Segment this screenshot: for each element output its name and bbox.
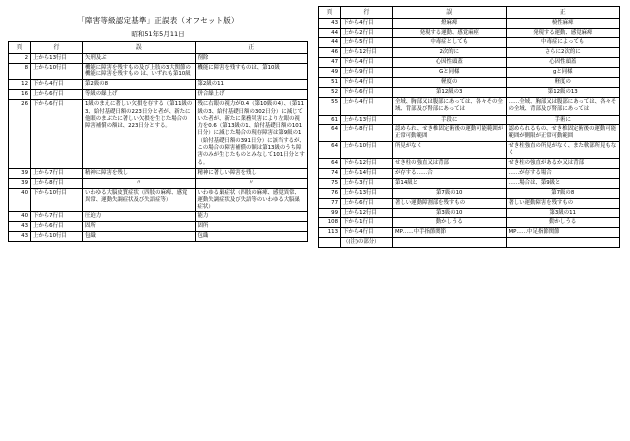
table-row [9, 232, 308, 242]
table-row [319, 208, 620, 218]
table-row [9, 90, 308, 100]
cell-page: 44 [319, 28, 341, 38]
column-header-wrong: 誤 [83, 42, 196, 54]
cell-right: 軽度の [506, 78, 620, 88]
right-column [318, 6, 620, 248]
cell-line: 上から12行目 [341, 48, 393, 58]
cell-right: 削除 [195, 53, 308, 63]
table-row [319, 78, 620, 88]
cell-right: 固所 [195, 222, 308, 232]
cell-wrong: 第12級の3 [393, 88, 507, 98]
cell-right: 機能に障害を残すものは、第10級 [195, 63, 308, 80]
cell-line: 上から2行目 [341, 28, 393, 38]
cell-wrong: 第2級の8 [83, 80, 196, 90]
cell-right: ……場合は、第9級と [506, 178, 620, 188]
cell-page: 77 [319, 198, 341, 208]
table-row [319, 18, 620, 28]
cell-page: 99 [319, 208, 341, 218]
cell-right: 包織 [195, 232, 308, 242]
cell-right: MP……中足指節関節 [506, 228, 620, 238]
cell-page: 8 [9, 63, 31, 80]
cell-wrong: 動かしうる [393, 218, 507, 228]
table-row [9, 222, 308, 232]
cell-wrong: 等級の繰上げ [83, 90, 196, 100]
two-column-layout [8, 6, 622, 248]
cell-page: 12 [9, 80, 31, 90]
left-column [8, 6, 308, 242]
cell-right: 発現する運動、感覚麻痺 [506, 28, 620, 38]
cell-wrong: 〃 [83, 178, 196, 188]
cell-wrong: 全域、胸部又は腹部にあっては、各々その全域、背部及び腎部にあっては [393, 97, 507, 115]
document-date: 昭和51年5月11日 [131, 30, 185, 38]
cell-line: （(注)の部分） [341, 238, 393, 248]
cell-line: 下から7行目 [31, 212, 83, 222]
table-row [9, 168, 308, 178]
table-row [319, 159, 620, 169]
cell-line: 上から13行目 [341, 115, 393, 125]
cell-page: 55 [319, 97, 341, 115]
cell-wrong: せき柱の強直又は背部 [393, 159, 507, 169]
cell-right: せき柱強直の所見がなく、また軟部所見もなく [506, 142, 620, 159]
table-row [319, 188, 620, 198]
table-row [9, 53, 308, 63]
cell-right: 第3級の11 [506, 208, 620, 218]
table-row [9, 188, 308, 212]
cell-right: 橈性麻痺 [506, 18, 620, 28]
errata-table-right [318, 6, 620, 248]
cell-right: せき柱の強直があるか又は背部 [506, 159, 620, 169]
cell-wrong: 所見がなく [393, 142, 507, 159]
cell-line: 上から6行目 [31, 90, 83, 100]
cell-wrong: が存する……合 [393, 168, 507, 178]
column-header-page: 頁 [319, 7, 341, 19]
cell-wrong: 著しい運動障割部を残すもの [393, 198, 507, 208]
table-header-row [319, 7, 620, 19]
cell-right [506, 238, 620, 248]
cell-line: 上から8行目 [341, 125, 393, 142]
cell-right: 心因性頭蓋 [506, 58, 620, 68]
cell-wrong [393, 238, 507, 248]
cell-wrong: 発現する運動、感覚麻痙 [393, 28, 507, 38]
cell-right: さらに2次的に [506, 48, 620, 58]
cell-line: 下から12行目 [341, 159, 393, 169]
cell-right: ……が存する場合 [506, 168, 620, 178]
cell-right: 精神に著しい障害を残し [195, 168, 308, 178]
cell-line: 上から4行目 [341, 97, 393, 115]
cell-right: 能力 [195, 212, 308, 222]
errata-table-left [8, 41, 308, 242]
errata-table-right-body [319, 18, 620, 248]
cell-line: 上から14行目 [341, 168, 393, 178]
cell-line: 上から10行目 [31, 63, 83, 80]
table-row [319, 115, 620, 125]
table-row [319, 97, 620, 115]
cell-right: 第2級の11 [195, 80, 308, 90]
table-row [9, 212, 308, 222]
cell-line: 上から10行目 [31, 232, 83, 242]
cell-right: 第7級の8 [506, 188, 620, 198]
cell-page: 64 [319, 142, 341, 159]
cell-page: 43 [9, 222, 31, 232]
cell-line: 下から4行目 [341, 18, 393, 28]
table-row [319, 58, 620, 68]
cell-right: 動かしうる [506, 218, 620, 228]
column-header-line: 行 [31, 42, 83, 54]
table-row [9, 178, 308, 188]
cell-page: 26 [9, 100, 31, 169]
cell-right: 認められるもの、せき椎固定術後の運動可能範囲が側限が正常可動範囲 [506, 125, 620, 142]
document-header [8, 8, 308, 27]
cell-right: 第12級の13 [506, 88, 620, 98]
cell-page: 47 [319, 58, 341, 68]
cell-line: 下から4行目 [341, 58, 393, 68]
cell-wrong: 固所 [83, 222, 196, 232]
table-row [319, 178, 620, 188]
table-row [319, 218, 620, 228]
cell-right: ……全域、胸部又は腹部にあっては、各々その全域、背部及び腎部にあっては [506, 97, 620, 115]
cell-line: 上から13行目 [31, 53, 83, 63]
cell-page: 46 [319, 48, 341, 58]
table-row [319, 48, 620, 58]
cell-line: 下から6行目 [31, 100, 83, 169]
table-row [319, 38, 620, 48]
cell-page: 43 [9, 232, 31, 242]
column-header-right: 正 [195, 42, 308, 54]
column-header-wrong: 誤 [393, 7, 507, 19]
cell-wrong: 手段に [393, 115, 507, 125]
cell-page: 40 [9, 212, 31, 222]
table-row [319, 28, 620, 38]
cell-wrong: Gと同様 [393, 68, 507, 78]
errata-table-left-body [9, 53, 308, 241]
cell-right: 著しい運動障害を残すもの [506, 198, 620, 208]
cell-page: 75 [319, 178, 341, 188]
table-header-row [9, 42, 308, 54]
cell-page: 39 [9, 178, 31, 188]
cell-page: 40 [9, 188, 31, 212]
cell-wrong: 中毒症としても [393, 38, 507, 48]
cell-wrong: 圧迫力 [83, 212, 196, 222]
table-row [9, 63, 308, 80]
cell-wrong: 包織 [83, 232, 196, 242]
table-row [319, 68, 620, 78]
cell-page: 113 [319, 228, 341, 238]
cell-wrong: 機能に障害を残すもの及び上肢の3大関節の機能に障害を残すもの は、いずれも第10級 [83, 63, 196, 80]
cell-line: 下から6行目 [341, 88, 393, 98]
cell-wrong: 2次的に [393, 48, 507, 58]
cell-line: 上から13行目 [341, 188, 393, 198]
document-title: 「障害等級認定基準」正誤表（オフセット版） [77, 16, 239, 25]
cell-wrong: 第3級の10 [393, 208, 507, 218]
cell-line: 上から9行目 [341, 68, 393, 78]
cell-line: 上から7行目 [31, 168, 83, 178]
table-row [319, 125, 620, 142]
cell-page: 64 [319, 125, 341, 142]
cell-line: 上から6行目 [31, 222, 83, 232]
table-row [319, 198, 620, 208]
cell-line: 上から3行目 [341, 178, 393, 188]
cell-line: 下から10行目 [31, 188, 83, 212]
cell-page: 61 [319, 115, 341, 125]
cell-page: 49 [319, 68, 341, 78]
cell-page: 108 [319, 218, 341, 228]
cell-page: 16 [9, 90, 31, 100]
table-row [319, 142, 620, 159]
cell-line: 上から6行目 [341, 198, 393, 208]
cell-right: いわゆる巣症状（四肢の麻痺、感覚異常、運動失調症状及び失語等のいわゆる大脳巣症状） [195, 188, 308, 212]
cell-page: 39 [9, 168, 31, 178]
cell-wrong: 矢刑及ぶ [83, 53, 196, 63]
cell-line: 上から10行目 [341, 142, 393, 159]
cell-wrong: 燈麻痺 [393, 18, 507, 28]
cell-line: 下から4行目 [341, 228, 393, 238]
cell-line: 上から12行目 [341, 208, 393, 218]
cell-page: 44 [319, 38, 341, 48]
cell-wrong: 第7級の10 [393, 188, 507, 198]
cell-page: 51 [319, 78, 341, 88]
cell-right: gと同様 [506, 68, 620, 78]
cell-page: 64 [319, 159, 341, 169]
cell-line: 上から8行目 [31, 178, 83, 188]
column-header-page: 頁 [9, 42, 31, 54]
cell-right: 中毒症によっても [506, 38, 620, 48]
table-row [9, 80, 308, 90]
cell-wrong: 軽度の [393, 78, 507, 88]
cell-line: 下から4行目 [31, 80, 83, 90]
cell-page: 43 [319, 18, 341, 28]
cell-wrong: 心因性頭蓋 [393, 58, 507, 68]
cell-right: 手術に [506, 115, 620, 125]
cell-line: 下から1行目 [341, 218, 393, 228]
cell-line: 上から5行目 [341, 38, 393, 48]
cell-wrong: MP……中手指節関節 [393, 228, 507, 238]
cell-wrong: 第14級と [393, 178, 507, 188]
cell-right: 〃 [195, 178, 308, 188]
cell-wrong: 1級のまえに著しい欠損を存する（第11級の3、給付基礎日額の223日分と者が、新たに他眼のまぶたに著しい欠損を生じた場合の障害補償の額は、223日分とする。 [83, 100, 196, 169]
cell-page: 52 [319, 88, 341, 98]
cell-wrong: 精神に障害を残し [83, 168, 196, 178]
table-row [319, 168, 620, 178]
cell-line: 下から4行目 [341, 78, 393, 88]
cell-wrong: いわゆる大脳皮質症状（四肢の麻痺、感覚異常、運動失調症状及び失語症等） [83, 188, 196, 212]
cell-right: 残に右眼の視力が0.4（第10級の4）、（第11級の3、給付基礎日額の302日分）に減じていた者が、新たに業務災害により左眼の視力を0.6（第13級の1、給付基礎日額の101日分）に減じた場合の現存障害は第9級の1（給付基礎日額の391日分）に該当するが、この場合の障害補償の額は第13級のうち障害のみが生じたものとみなして101日分とする。 [195, 100, 308, 169]
cell-page: 76 [319, 188, 341, 198]
table-row [319, 238, 620, 248]
table-row [319, 88, 620, 98]
cell-page [319, 238, 341, 248]
column-header-right: 正 [506, 7, 620, 19]
table-row [9, 100, 308, 169]
cell-page: 2 [9, 53, 31, 63]
column-header-line: 行 [341, 7, 393, 19]
cell-page: 74 [319, 168, 341, 178]
cell-wrong: 認められ、せき椎固定術後の運動可能範囲が正常可動範囲 [393, 125, 507, 142]
cell-right: 併合繰上げ [195, 90, 308, 100]
table-row [319, 228, 620, 238]
